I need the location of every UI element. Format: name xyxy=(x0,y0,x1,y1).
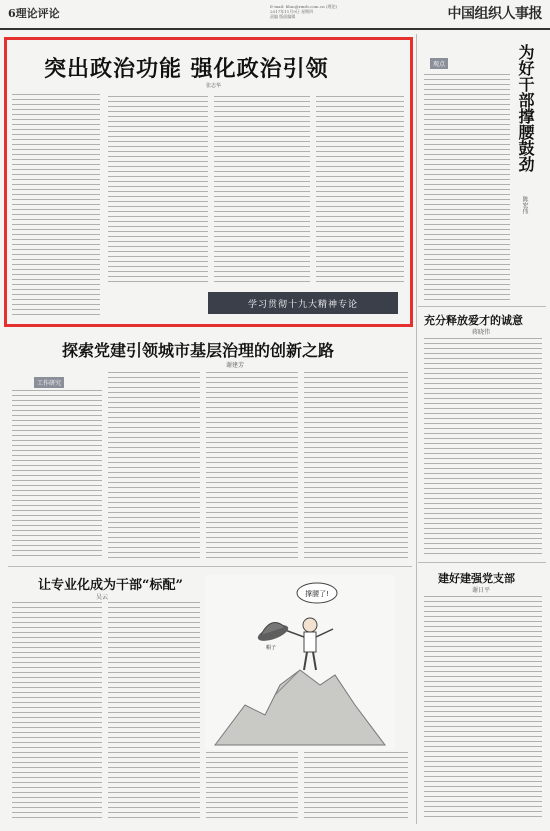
featured-text-col-4 xyxy=(316,96,404,286)
cartoon-illustration xyxy=(205,575,395,750)
editorial-cartoon xyxy=(205,575,395,750)
section-label: 6理论评论 xyxy=(8,7,60,20)
column-divider xyxy=(416,34,417,824)
right-intro-text xyxy=(424,74,510,302)
middle-text-col-4 xyxy=(304,372,408,560)
bottom-text-col-3 xyxy=(206,752,298,818)
vertical-author: 陈宏伟 xyxy=(521,196,528,214)
right-divider-1 xyxy=(418,306,546,307)
bottom-text-col-4 xyxy=(304,752,408,818)
masthead-email: E-mail: lilun@rmrb.com.cn (理论) xyxy=(270,4,338,9)
bottom-headline[interactable]: 让专业化成为干部“标配” xyxy=(38,578,183,593)
article3-title[interactable]: 建好建强党支部 xyxy=(438,572,515,585)
bottom-text-col-2 xyxy=(108,602,200,818)
middle-author: 谢建芳 xyxy=(226,362,245,369)
cartoon-hat-label: 帽子 xyxy=(265,645,277,651)
masthead-date: 2017年11月9日 星期四 xyxy=(270,9,314,14)
featured-author: 张志华 xyxy=(206,83,222,89)
cartoon-bubble-text: 撑腰了! xyxy=(305,590,329,598)
newspaper-logo: 中国组织人事报 xyxy=(447,6,542,22)
article3-text xyxy=(424,596,542,818)
featured-text-col-2 xyxy=(108,96,208,286)
right-divider-2 xyxy=(418,562,546,563)
bottom-text-col-1 xyxy=(12,602,102,818)
article2-text xyxy=(424,338,542,556)
middle-headline[interactable]: 探索党建引领城市基层治理的创新之路 xyxy=(62,341,335,360)
article2-author: 蒋晓伟 xyxy=(472,329,491,336)
masthead xyxy=(0,0,550,30)
column-tag: 工作研究 xyxy=(34,377,64,388)
bottom-divider xyxy=(8,566,412,567)
featured-text-col-3 xyxy=(214,96,310,286)
masthead-meta xyxy=(270,4,450,19)
middle-text-col-1 xyxy=(12,390,102,560)
masthead-editors: 责编 版面编辑 xyxy=(270,14,296,19)
article2-title[interactable]: 充分释放爱才的诚意 xyxy=(424,314,523,327)
bottom-author: 吴云 xyxy=(96,594,109,601)
featured-headline[interactable]: 突出政治功能 强化政治引领 xyxy=(44,56,329,82)
vertical-title[interactable]: 为好干部撑腰鼓劲 xyxy=(516,44,535,172)
article3-author: 谢日平 xyxy=(472,587,491,594)
featured-banner: 学习贯彻十九大精神专论 xyxy=(208,292,398,314)
middle-text-col-2 xyxy=(108,372,200,560)
middle-text-col-3 xyxy=(206,372,298,560)
featured-text-col-1 xyxy=(12,94,100,318)
opinion-tag: 观点 xyxy=(430,58,448,69)
